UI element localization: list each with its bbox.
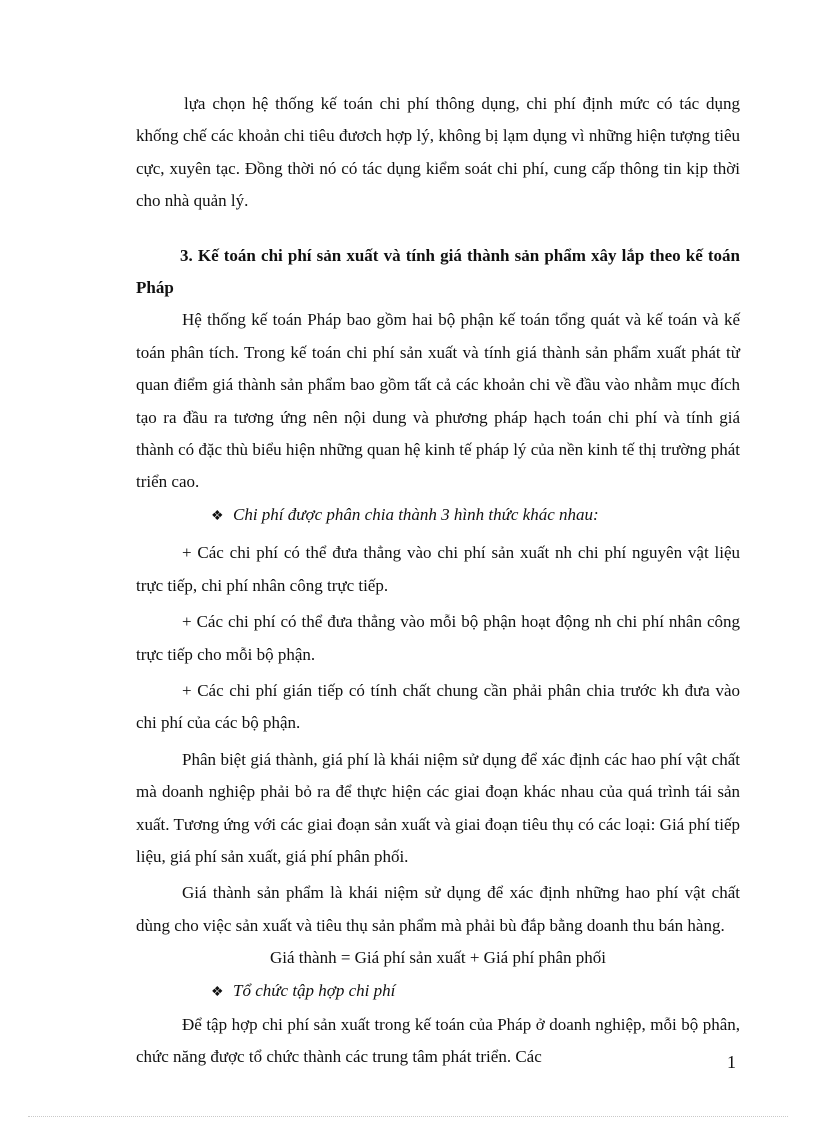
bullet-text: Tổ chức tập hợp chi phí — [233, 980, 396, 1000]
page-boundary-divider — [28, 1116, 788, 1117]
section-heading: 3. Kế toán chi phí sản xuất và tính giá thành sản phẩm xây lắp theo kế toán Pháp — [136, 245, 740, 298]
paragraph-product-cost: Giá thành sản phẩm là khái niệm sử dụng để xác định những hao phí vật chất dùng cho việc sản xuất và tiêu thụ sản phẩm mà phải bù đắp bằng doanh thu bán hàng. — [136, 883, 740, 935]
document-body — [136, 88, 740, 1074]
cost-formula: Giá thành = Giá phí sản xuất + Giá phí phân phối — [270, 948, 606, 968]
list-item: + Các chi phí gián tiếp có tính chất chung cần phải phân chia trước kh đưa vào chi phí của các bộ phận. — [136, 680, 740, 733]
paragraph-french-system: Hệ thống kế toán Pháp bao gồm hai bộ phận kế toán tổng quát và kế toán và kế toán phân tích. Trong kế toán chi phí sản xuất và tính giá thành sản phẩm xuất phát từ quan điểm giá thành sản phẩm bao gồm tất cả các khoản chi về đầu vào nhằm mục đích tạo ra đầu ra tương ứng nên nội dung và phương pháp hạch toán chi phí và tính giá thành có đặc thù biểu hiện những quan hệ kinh tế pháp lý của nền kinh tế thị trường phát triển cao. — [136, 310, 740, 492]
diamond-bullet-icon: ❖ — [211, 984, 224, 1000]
page-number: 1 — [727, 1052, 736, 1072]
paragraph-cost-distinction: Phân biệt giá thành, giá phí là khái niệm sử dụng để xác định các hao phí vật chất mà doanh nghiệp phải bỏ ra để thực hiện các giai đoạn khác nhau của quá trình tái sản xuất. Tương ứng với các giai đoạn sản xuất và giai đoạn tiêu thụ có các loại: Giá phí tiếp liệu, giá phí sản xuất, giá phí phân phối. — [136, 749, 740, 866]
paragraph-cost-centers: Để tập hợp chi phí sản xuất trong kế toán của Pháp ở doanh nghiệp, mỗi bộ phân, chức năng được tổ chức thành các trung tâm phát triển. Các — [136, 1014, 740, 1067]
bullet-cost-classification — [211, 499, 740, 533]
diamond-bullet-icon: ❖ — [211, 508, 224, 524]
list-item: + Các chi phí có thể đưa thẳng vào mỗi bộ phận hoạt động nh chi phí nhân công trực tiếp cho mỗi bộ phận. — [136, 612, 740, 664]
bullet-text: Chi phí được phân chia thành 3 hình thức khác nhau: — [233, 504, 599, 524]
paragraph-intro: lựa chọn hệ thống kế toán chi phí thông dụng, chi phí định mức có tác dụng khống chế các khoản chi tiêu đươch hợp lý, không bị lạm dụng vì những hiện tượng tiêu cực, xuyên tạc. Đồng thời nó có tác dụng kiểm soát chi phí, cung cấp thông tin kịp thời cho nhà quản lý. — [136, 94, 740, 211]
bullet-cost-organization — [211, 975, 740, 1009]
list-item: + Các chi phí có thể đưa thẳng vào chi phí sản xuất nh chi phí nguyên vật liệu trực tiếp, chi phí nhân công trực tiếp. — [136, 543, 740, 595]
